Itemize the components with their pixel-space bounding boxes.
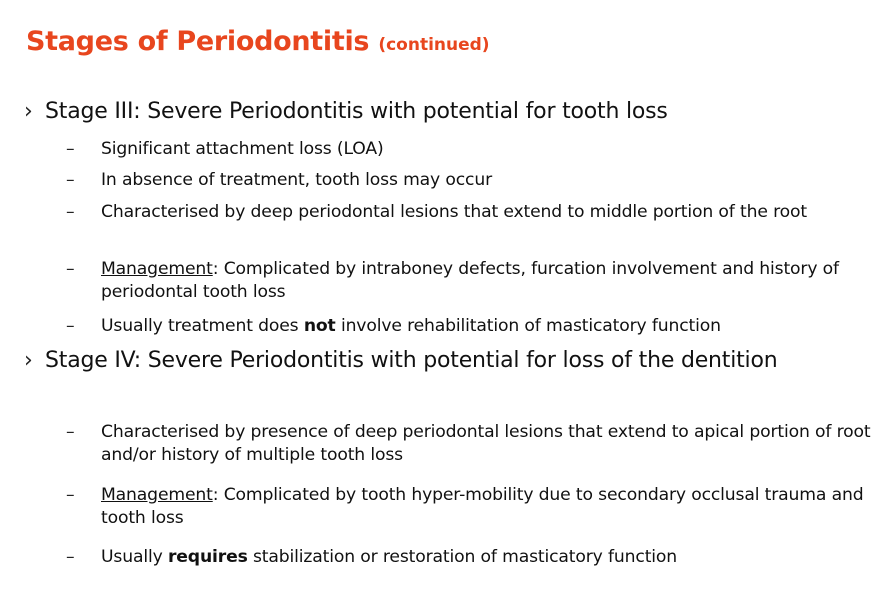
management-label: Management <box>101 485 213 505</box>
management-text: : Complicated by tooth hyper-mobility due to secondary occlusal trauma and tooth loss <box>101 485 864 528</box>
text-post: involve rehabilitation of masticatory function <box>335 316 721 336</box>
slide-title <box>26 24 490 63</box>
list-item <box>66 258 874 304</box>
management-label: Management <box>101 259 213 279</box>
list-item-text: Characterised by presence of deep periodontal lesions that extend to apical portion of root and/or history of multiple tooth loss <box>101 422 871 465</box>
title-main: Stages of Periodontitis <box>26 26 370 57</box>
dash-icon: – <box>66 547 75 567</box>
list-item <box>66 315 874 338</box>
management-text: : Complicated by intraboney defects, furcation involvement and history of periodontal tooth loss <box>101 259 839 302</box>
chevron-right-icon: › <box>24 348 33 373</box>
list-item <box>66 421 874 467</box>
stage-four-text: Stage IV: Severe Periodontitis with potential for loss of the dentition <box>45 348 778 373</box>
list-item <box>66 169 874 192</box>
list-item-text <box>101 315 874 338</box>
list-item-text <box>101 258 874 304</box>
list-item <box>66 546 874 569</box>
title-suffix: (continued) <box>378 35 490 55</box>
text-post: stabilization or restoration of masticatory function <box>247 547 678 567</box>
text-pre: Usually <box>101 547 168 567</box>
list-item <box>66 138 874 161</box>
dash-icon: – <box>66 139 75 159</box>
dash-icon: – <box>66 485 75 505</box>
stage-three-heading <box>24 98 868 126</box>
list-item-text: Characterised by deep periodontal lesions that extend to middle portion of the root <box>101 202 807 222</box>
stage-four-heading <box>24 347 868 375</box>
emphasis-text: requires <box>167 547 248 567</box>
dash-icon: – <box>66 316 75 336</box>
text-pre: Usually treatment does <box>101 316 304 336</box>
dash-icon: – <box>66 170 75 190</box>
list-item-text <box>101 546 874 569</box>
list-item-text <box>101 484 874 530</box>
dash-icon: – <box>66 259 75 279</box>
list-item <box>66 484 874 530</box>
chevron-right-icon: › <box>24 99 33 124</box>
dash-icon: – <box>66 202 75 222</box>
list-item-text: In absence of treatment, tooth loss may occur <box>101 170 493 190</box>
emphasis-text: not <box>303 316 336 336</box>
list-item <box>66 201 874 224</box>
stage-three-text: Stage III: Severe Periodontitis with potential for tooth loss <box>45 99 668 124</box>
list-item-text: Significant attachment loss (LOA) <box>101 139 384 159</box>
dash-icon: – <box>66 422 75 442</box>
